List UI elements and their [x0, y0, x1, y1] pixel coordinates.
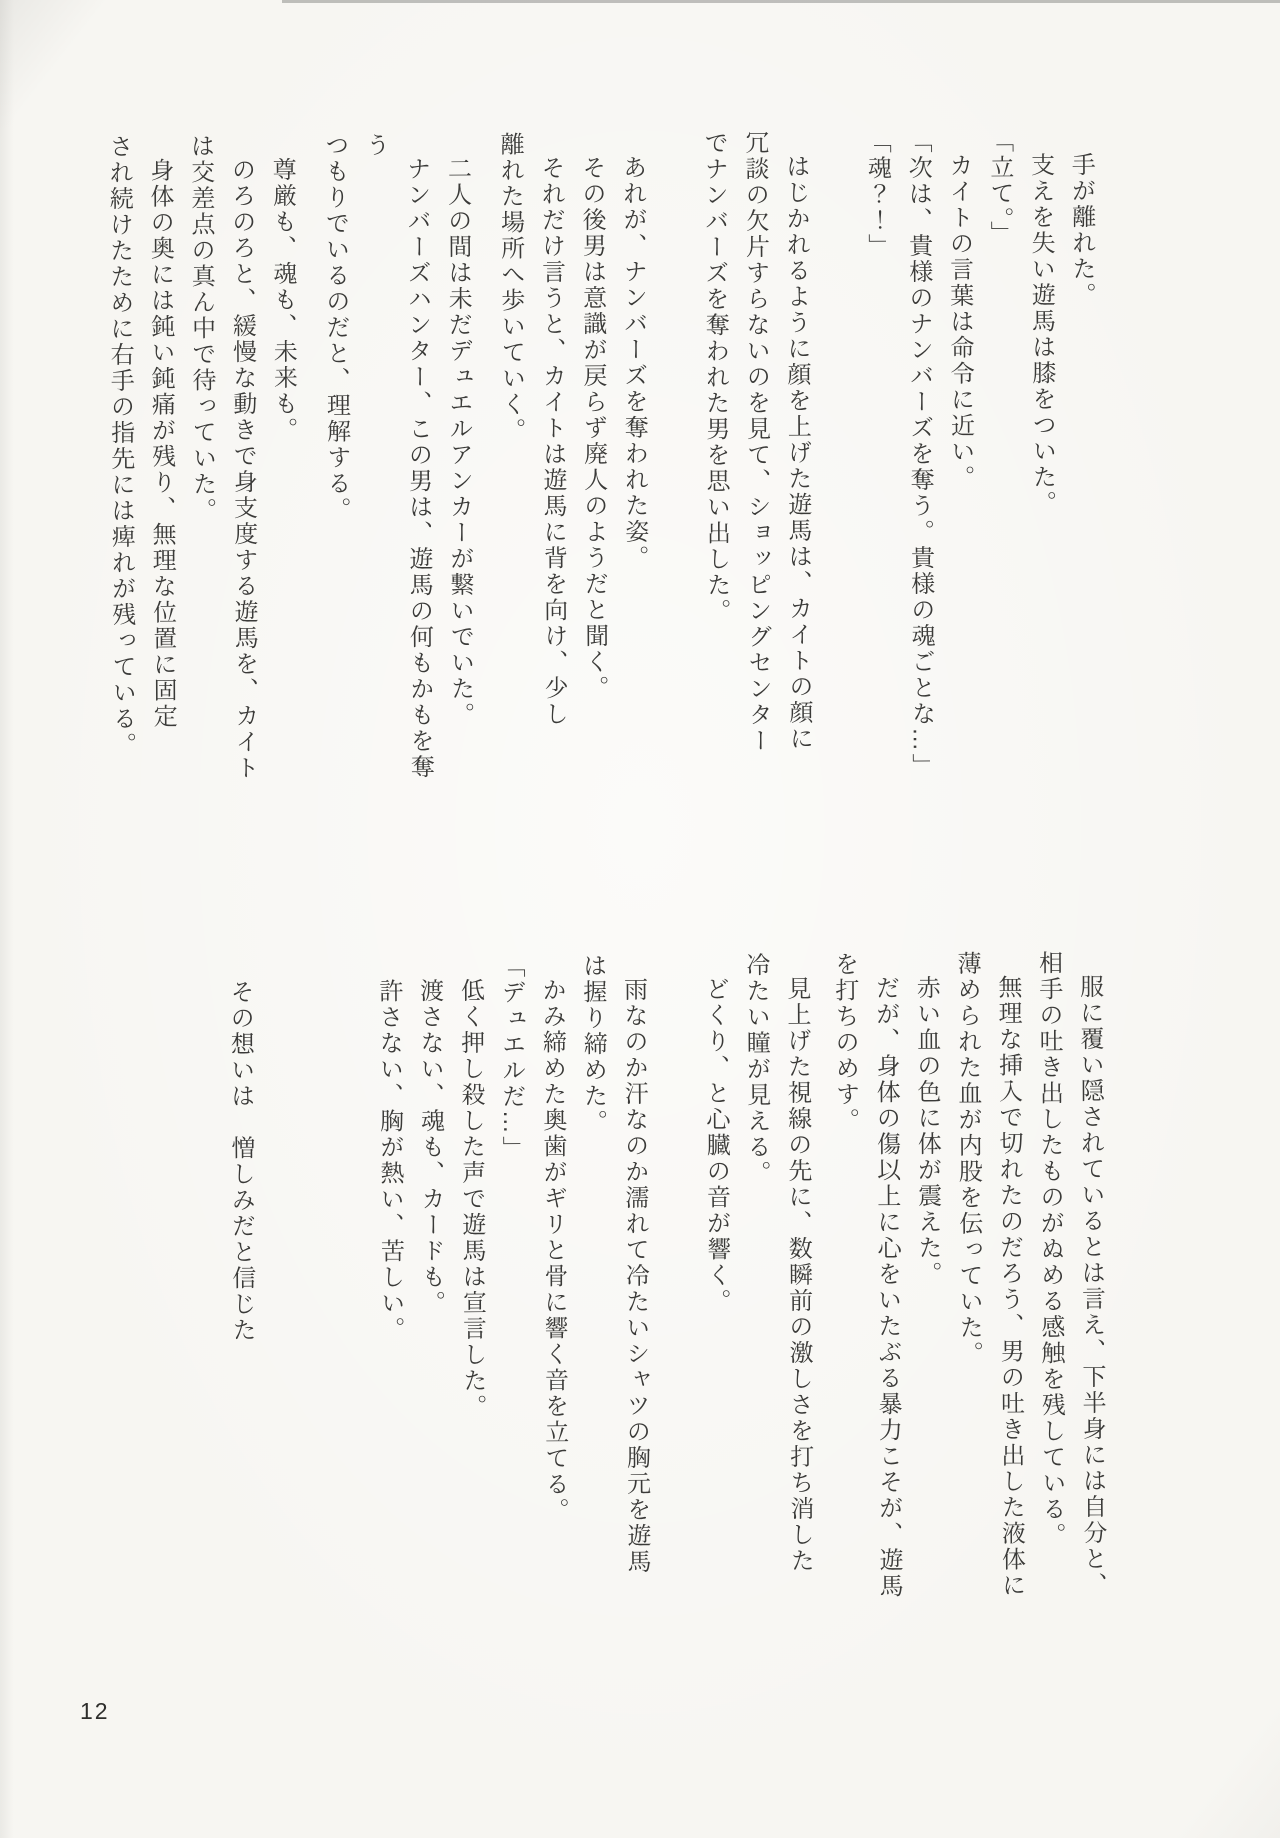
- text-line: でナンバーズを奪われた男を思い出した。: [699, 130, 730, 625]
- text-line: 身体の奥には鈍い鈍痛が残り、無理な位置に固定: [145, 157, 177, 730]
- top-text-block: [97, 128, 1104, 792]
- text-line: を打ちのめす。: [830, 951, 859, 1134]
- text-line: 手が離れた。: [1067, 152, 1096, 309]
- paragraph-group: [692, 130, 818, 789]
- paragraph-group: [822, 951, 948, 1614]
- paragraph-group: [313, 132, 480, 791]
- text-line: 見上げた視線の先に、数瞬前の激しさを打ち消した: [782, 975, 814, 1574]
- scanner-edge-artifact: [282, 0, 1280, 3]
- text-line: 赤い血の色に体が震えた。: [911, 975, 941, 1288]
- text-line: 渡さない、魂も、カードも。: [415, 978, 445, 1317]
- paragraph-group: [693, 952, 819, 1615]
- text-line: のろのろと、緩慢な動きで身支度する遊馬を、カイト: [227, 157, 259, 782]
- paragraph-group: [978, 128, 1104, 787]
- text-line: 無理な挿入で切れたのだろう、男の吐き出した液体に: [993, 974, 1025, 1599]
- text-line: それだけ言うと、カイトは遊馬に背を向け、少し: [536, 155, 568, 728]
- bottom-text-block: [218, 950, 1112, 1617]
- text-line: 許さない、胸が熱い、苦しい。: [374, 978, 404, 1343]
- text-line: その後男は意識が戻らず廃人のようだと聞く。: [577, 155, 608, 702]
- text-line: つもりでいるのだと、理解する。: [320, 132, 351, 523]
- paragraph-group: [945, 950, 1112, 1613]
- text-line: どくり、と心臓の音が響く。: [700, 976, 730, 1315]
- text-line: 「立て。」: [985, 128, 1014, 247]
- text-line: カイトの言葉は命令に近い。: [944, 152, 974, 491]
- paragraph-group: [218, 955, 263, 1617]
- text-line: 低く押し殺した声で遊馬は宣言した。: [456, 977, 486, 1420]
- text-line: 冷たい瞳が見える。: [741, 952, 770, 1187]
- text-line: ナンバーズハンター、この男は、遊馬の何もかもを奪う: [361, 132, 434, 781]
- text-line: その想いは 憎しみだと信じた: [225, 979, 255, 1344]
- text-line: され続けたために右手の指先には痺れが残っている。: [104, 133, 136, 759]
- text-line: はじかれるように顔を上げた遊馬は、カイトの顔に: [781, 153, 813, 752]
- text-line: 離れた場所へ歩いていく。: [495, 131, 525, 444]
- text-line: 雨なのか汗なのか濡れて冷たいシャツの胸元を遊馬: [619, 976, 650, 1575]
- text-line: 支えを失い遊馬は膝をついた。: [1026, 152, 1056, 517]
- page-edge-shadow: [0, 0, 14, 1838]
- text-line: 二人の間は未だデュエルアンカーが繋いでいた。: [443, 155, 474, 729]
- page-number: 12: [80, 1698, 110, 1724]
- text-line: 尊厳も、魂も、未来も。: [268, 156, 297, 444]
- paragraph-group: [97, 133, 305, 792]
- text-line: だが、身体の傷以上に心をいたぶる暴力こそが、遊馬: [871, 975, 902, 1600]
- text-line: あれが、ナンバーズを奪われた姿。: [618, 154, 648, 571]
- text-line: は握り締めた。: [578, 953, 607, 1136]
- text-line: かみ締めた奥歯がギリと骨に響く音を立てる。: [537, 977, 568, 1524]
- text-line: 冗談の欠片すらないのを見て、ショッピングセンター: [740, 130, 772, 755]
- text-line: 「次は、貴様のナンバーズを奪う。貴様の魂ごとな…」: [903, 129, 935, 780]
- text-line: 相手の吐き出したものがぬめる感触を残している。: [1034, 950, 1065, 1549]
- paragraph-group: [855, 129, 981, 788]
- paragraph-group: [366, 953, 656, 1617]
- paragraph-group: [488, 131, 655, 790]
- text-line: 「デュエルだ…」: [496, 953, 525, 1162]
- text-line: 服に覆い隠されているとは言え、下半身には自分と、: [1075, 974, 1106, 1599]
- text-line: 「魂？！」: [863, 129, 891, 260]
- text-line: は交差点の真ん中で待っていた。: [186, 133, 216, 524]
- text-line: 薄められた血が内股を伝っていた。: [952, 950, 983, 1367]
